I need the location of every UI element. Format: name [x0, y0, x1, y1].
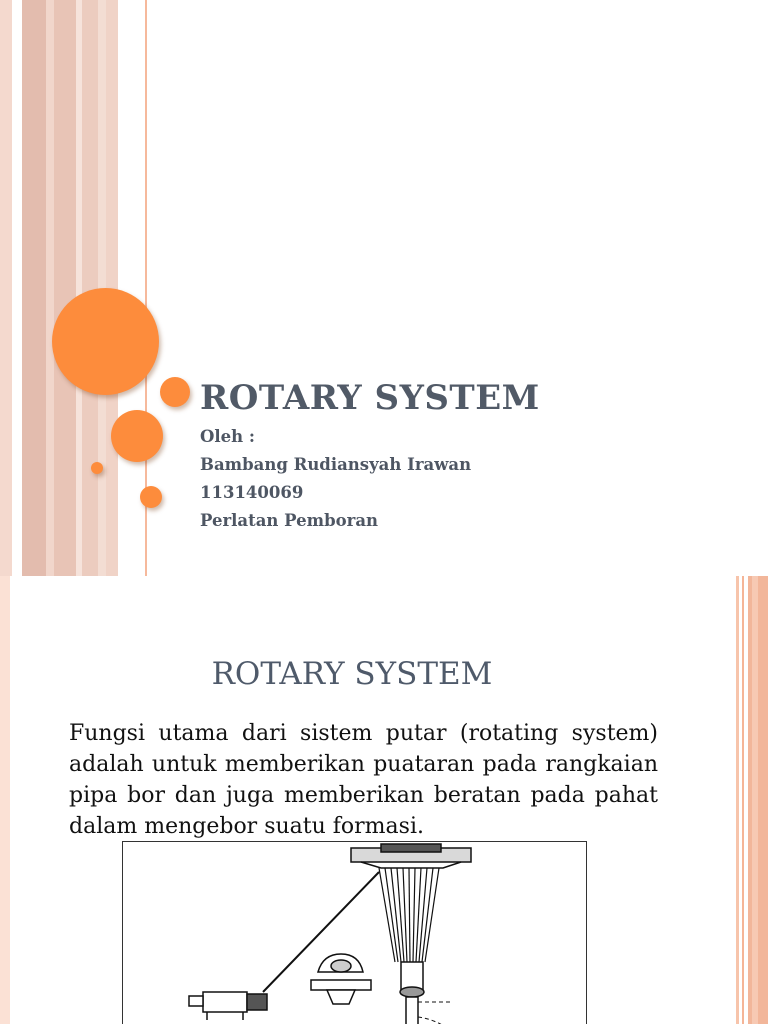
subtitle-line: Oleh :: [200, 427, 255, 446]
decorative-band: [12, 0, 22, 576]
swivel-block: [351, 844, 471, 868]
decorative-circle-small: [160, 377, 190, 407]
decorative-band: [0, 0, 12, 576]
kelly-bushing: [311, 954, 371, 1004]
decorative-band: [752, 576, 758, 1024]
rotary-system-diagram: [122, 841, 587, 1024]
drill-pipe: [400, 962, 424, 1024]
decorative-band: [46, 0, 54, 576]
course-name: Perlatan Pemboran: [200, 511, 379, 530]
rotary-system-illustration: [123, 842, 586, 1024]
content-slide: [0, 576, 768, 1024]
author-name: Bambang Rudiansyah Irawan: [200, 455, 472, 474]
decorative-band: [22, 0, 46, 576]
rotary-hose: [263, 872, 379, 992]
decorative-circle-small: [140, 486, 162, 508]
student-id: 113140069: [200, 483, 304, 502]
decorative-band: [748, 576, 768, 1024]
decorative-circle-medium: [111, 410, 163, 462]
decorative-band: [0, 576, 10, 1024]
slide-title: ROTARY SYSTEM: [200, 378, 540, 418]
slide-title: ROTARY SYSTEM: [211, 656, 493, 692]
decorative-line: [736, 576, 739, 1024]
decorative-circle-large: [52, 288, 159, 395]
decorative-band: [54, 0, 76, 576]
rotary-drive: [189, 992, 267, 1020]
decorative-line: [742, 576, 744, 1024]
kelly-lines: [379, 868, 439, 962]
slide-body-text: Fungsi utama dari sistem putar (rotating system) adalah untuk memberikan puataran pada rangkaian pipa bor dan juga memberikan beratan pada pahat dalam mengebor suatu formasi.: [69, 721, 658, 839]
decorative-circle-tiny: [91, 462, 103, 474]
